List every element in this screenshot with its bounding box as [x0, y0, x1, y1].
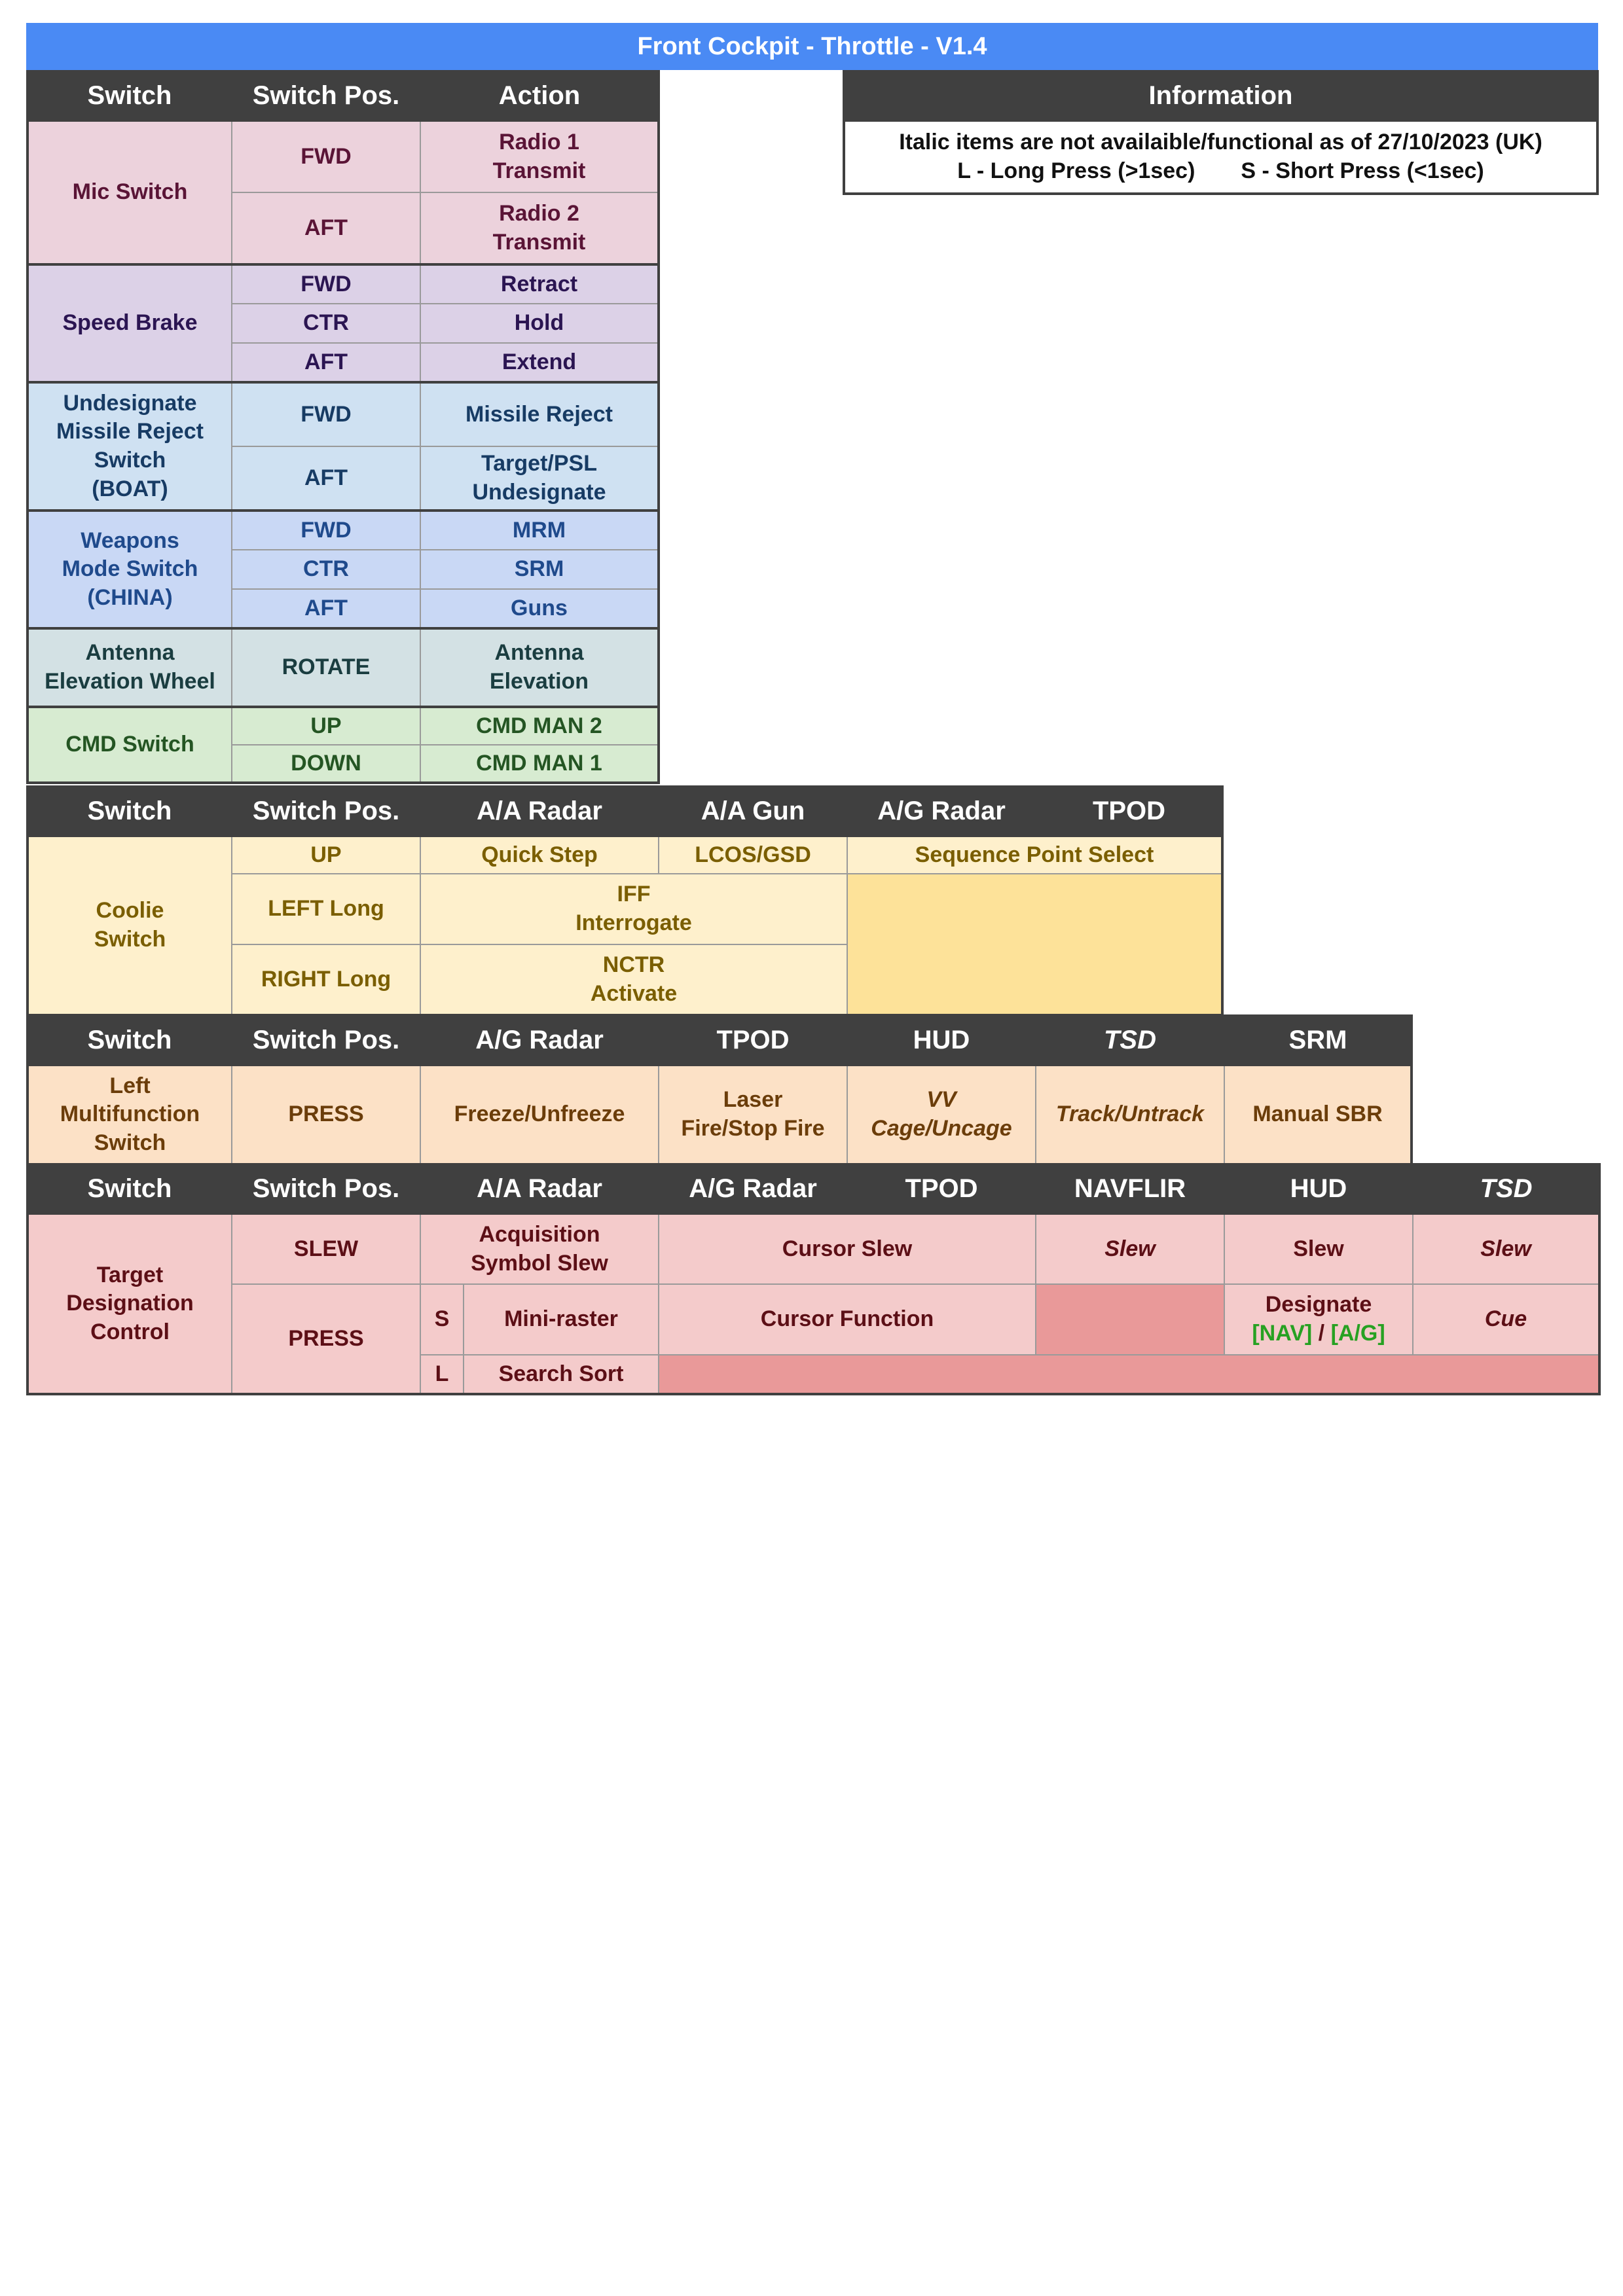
boat-switch-name — [27, 382, 232, 511]
antenna-action — [420, 628, 659, 707]
tdc-pos-press: PRESS — [232, 1284, 420, 1394]
cmd-switch-name: CMD Switch — [27, 707, 232, 783]
information-short-press: S - Short Press (<1sec) — [1241, 158, 1484, 183]
header-ag-radar: A/G Radar — [659, 1164, 847, 1213]
boat-pos-aft: AFT — [232, 446, 420, 511]
coolie-left-line1: IFF — [617, 882, 651, 907]
tdc-hud-designate: Designate — [1265, 1292, 1372, 1318]
coolie-up-ag-tpod: Sequence Point Select — [847, 836, 1222, 874]
coolie-pos-left: LEFT Long — [232, 874, 420, 944]
header-tsd: TSD — [1036, 1016, 1224, 1065]
china-pos-ctr: CTR — [232, 550, 420, 589]
lmf-tpod-line2: Fire/Stop Fire — [681, 1116, 825, 1141]
tdc-long-key: L — [420, 1355, 464, 1394]
target-designation-table — [26, 1163, 1601, 1395]
header-aa-radar: A/A Radar — [420, 787, 659, 836]
coolie-pos-up: UP — [232, 836, 420, 874]
page-title: Front Cockpit - Throttle - V1.4 — [26, 23, 1598, 70]
information-header: Information — [844, 71, 1597, 120]
china-pos-aft: AFT — [232, 589, 420, 628]
china-name-line3: (CHINA) — [87, 584, 173, 610]
tdc-hud-separator: / — [1312, 1321, 1331, 1346]
tdc-short-aa-radar: Mini-raster — [464, 1284, 659, 1355]
lmf-hud — [847, 1065, 1036, 1164]
information-long-press: L - Long Press (>1sec) — [957, 158, 1195, 183]
switch-action-table — [26, 70, 660, 784]
mic-action-fwd-line2: Transmit — [492, 158, 586, 183]
cmd-pos-down: DOWN — [232, 745, 420, 783]
speed-brake-action-fwd: Retract — [420, 264, 659, 304]
tdc-slew-hud: Slew — [1224, 1213, 1413, 1284]
antenna-name-line2: Elevation Wheel — [45, 669, 215, 694]
boat-action-aft-line1: Target/PSL — [481, 450, 597, 476]
left-multifunction-name — [27, 1065, 232, 1164]
tdc-press-tsd: Cue — [1413, 1284, 1599, 1355]
coolie-pos-right: RIGHT Long — [232, 944, 420, 1015]
coolie-name-line2: Switch — [94, 927, 166, 952]
china-name-line1: Weapons — [81, 528, 179, 553]
mic-pos-aft: AFT — [232, 192, 420, 264]
boat-action-aft-line2: Undesignate — [472, 479, 606, 505]
cmd-action-down: CMD MAN 1 — [420, 745, 659, 783]
mic-action-fwd-line1: Radio 1 — [499, 129, 579, 154]
header-ag-radar: A/G Radar — [847, 787, 1036, 836]
header-switch-pos: Switch Pos. — [232, 1164, 420, 1213]
information-line1: Italic items are not availaible/functional as of 27/10/2023 (UK) — [899, 130, 1542, 155]
header-ag-radar: A/G Radar — [420, 1016, 659, 1065]
china-switch-name — [27, 511, 232, 628]
header-switch: Switch — [27, 787, 232, 836]
tdc-long-aa-radar: Search Sort — [464, 1355, 659, 1394]
coolie-switch-table — [26, 785, 1224, 1016]
header-aa-radar: A/A Radar — [420, 1164, 659, 1213]
header-tpod: TPOD — [659, 1016, 847, 1065]
header-hud: HUD — [1224, 1164, 1413, 1213]
header-switch: Switch — [27, 1016, 232, 1065]
header-switch-pos: Switch Pos. — [232, 1016, 420, 1065]
tdc-name-line2: Designation — [66, 1291, 194, 1316]
header-aa-gun: A/A Gun — [659, 787, 847, 836]
lmf-name-line1: Left — [109, 1073, 151, 1098]
tdc-name-line1: Target — [96, 1262, 164, 1287]
lmf-hud-line1: VV — [926, 1087, 957, 1113]
header-tpod: TPOD — [1036, 787, 1222, 836]
lmf-srm: Manual SBR — [1224, 1065, 1412, 1164]
header-hud: HUD — [847, 1016, 1036, 1065]
lmf-tsd: Track/Untrack — [1036, 1065, 1224, 1164]
tdc-name — [27, 1213, 232, 1394]
lmf-pos-press: PRESS — [232, 1065, 420, 1164]
coolie-name-line1: Coolie — [96, 898, 164, 924]
boat-action-aft — [420, 446, 659, 511]
tdc-short-ag-tpod: Cursor Function — [659, 1284, 1036, 1355]
tdc-name-line3: Control — [90, 1319, 170, 1344]
information-text — [844, 120, 1597, 194]
tdc-slew-ag-tpod: Cursor Slew — [659, 1213, 1036, 1284]
coolie-switch-name — [27, 836, 232, 1015]
cmd-action-up: CMD MAN 2 — [420, 707, 659, 745]
header-switch: Switch — [27, 1164, 232, 1213]
speed-brake-action-ctr: Hold — [420, 304, 659, 343]
coolie-right-line1: NCTR — [602, 952, 665, 977]
mic-action-aft-line2: Transmit — [492, 229, 586, 255]
speed-brake-name: Speed Brake — [27, 264, 232, 382]
coolie-right-action — [420, 944, 847, 1015]
tdc-navflir-blank — [1036, 1284, 1224, 1355]
header-action: Action — [420, 71, 659, 120]
antenna-pos: ROTATE — [232, 628, 420, 707]
lmf-name-line2: Multifunction — [60, 1102, 200, 1127]
tdc-long-blank — [659, 1355, 1599, 1394]
antenna-action-line1: Antenna — [494, 640, 584, 666]
coolie-up-aa-radar: Quick Step — [420, 836, 659, 874]
boat-name-line3: Switch — [94, 448, 166, 473]
header-navflir: NAVFLIR — [1036, 1164, 1224, 1213]
antenna-action-line2: Elevation — [489, 669, 589, 694]
china-action-fwd: MRM — [420, 511, 659, 550]
header-switch-pos: Switch Pos. — [232, 787, 420, 836]
mic-switch-name: Mic Switch — [27, 120, 232, 264]
tdc-slew-aa-radar — [420, 1213, 659, 1284]
lmf-name-line3: Switch — [94, 1130, 166, 1155]
tdc-hud-ag: [A/G] — [1330, 1321, 1385, 1346]
coolie-right-line2: Activate — [590, 980, 678, 1006]
lmf-tpod — [659, 1065, 847, 1164]
tdc-slew-navflir: Slew — [1036, 1213, 1224, 1284]
china-action-aft: Guns — [420, 589, 659, 628]
china-action-ctr: SRM — [420, 550, 659, 589]
tdc-slew-aa-line2: Symbol Slew — [471, 1250, 608, 1276]
speed-brake-pos-fwd: FWD — [232, 264, 420, 304]
china-pos-fwd: FWD — [232, 511, 420, 550]
speed-brake-action-aft: Extend — [420, 343, 659, 382]
mic-action-aft — [420, 192, 659, 264]
china-name-line2: Mode Switch — [62, 556, 198, 582]
coolie-left-action — [420, 874, 847, 944]
header-switch: Switch — [27, 71, 232, 120]
boat-name-line4: (BOAT) — [92, 476, 168, 501]
cmd-pos-up: UP — [232, 707, 420, 745]
mic-pos-fwd: FWD — [232, 120, 420, 192]
antenna-name-line1: Antenna — [85, 640, 175, 666]
boat-action-fwd: Missile Reject — [420, 382, 659, 446]
coolie-blank-cell — [847, 874, 1222, 1015]
header-srm: SRM — [1224, 1016, 1412, 1065]
tdc-press-hud — [1224, 1284, 1413, 1355]
mic-action-fwd — [420, 120, 659, 192]
header-switch-pos: Switch Pos. — [232, 71, 420, 120]
header-tsd: TSD — [1413, 1164, 1599, 1213]
tdc-slew-tsd: Slew — [1413, 1213, 1599, 1284]
tdc-slew-aa-line1: Acquisition — [479, 1221, 600, 1247]
tdc-pos-slew: SLEW — [232, 1213, 420, 1284]
boat-name-line1: Undesignate — [63, 390, 197, 416]
tdc-short-key: S — [420, 1284, 464, 1355]
coolie-up-aa-gun: LCOS/GSD — [659, 836, 847, 874]
lmf-tpod-line1: Laser — [723, 1087, 783, 1113]
speed-brake-pos-ctr: CTR — [232, 304, 420, 343]
lmf-hud-line2: Cage/Uncage — [871, 1116, 1012, 1141]
information-box — [843, 70, 1599, 195]
speed-brake-pos-aft: AFT — [232, 343, 420, 382]
boat-pos-fwd: FWD — [232, 382, 420, 446]
coolie-left-line2: Interrogate — [575, 910, 692, 935]
antenna-wheel-name — [27, 628, 232, 707]
tdc-hud-nav: [NAV] — [1252, 1321, 1313, 1346]
header-tpod: TPOD — [847, 1164, 1036, 1213]
left-multifunction-table — [26, 1014, 1413, 1166]
mic-action-aft-line1: Radio 2 — [499, 200, 579, 226]
boat-name-line2: Missile Reject — [56, 419, 204, 444]
lmf-ag-radar: Freeze/Unfreeze — [420, 1065, 659, 1164]
